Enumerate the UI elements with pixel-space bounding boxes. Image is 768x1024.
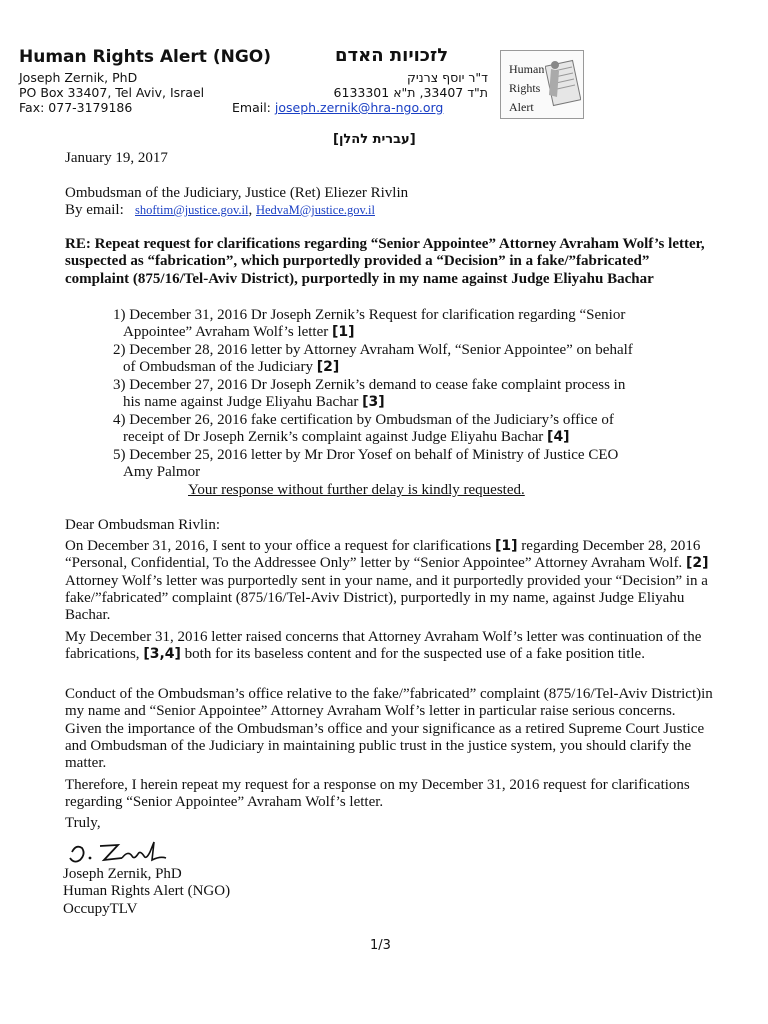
- letter-date: January 19, 2017: [65, 150, 168, 166]
- request-line: Your response without further delay is kindly requested.: [188, 482, 525, 498]
- signature-org: Human Rights Alert (NGO): [63, 883, 231, 899]
- reference-number: 2): [113, 342, 126, 358]
- reference-item: [113, 307, 713, 342]
- reference-text: December 28, 2016 letter by Attorney Avraham Wolf, “Senior Appointee” on behalf: [129, 342, 633, 358]
- email-line: [232, 100, 443, 115]
- author-name: Joseph Zernik, PhD: [19, 70, 138, 85]
- recipient-email-1[interactable]: shoftim@justice.gov.il: [135, 203, 249, 217]
- paragraph-1-tag-2: [2]: [685, 555, 709, 572]
- subject-line: RE: Repeat request for clarifications regarding “Senior Appointee” Attorney Avraham Wolf’s letter, suspected as “fabrication”, which purportedly provided a “Decision” in a fake/”fabricated” complaint (875/16/Tel-Aviv District), purportedly in my name against Judge Eliyahu Bachar: [65, 236, 705, 287]
- recipient-email-2[interactable]: HedvaM@justice.gov.il: [255, 203, 375, 217]
- author-name-hebrew: ד"ר יוסף צרניק: [406, 70, 488, 85]
- reference-text-cont: Appointee” Avraham Wolf’s letter: [123, 324, 329, 341]
- reference-tag: [4]: [547, 429, 570, 446]
- reference-number: 1): [113, 307, 126, 323]
- reference-tag: [3]: [362, 394, 385, 411]
- email-separator: ,: [248, 202, 253, 218]
- reference-text-cont: of Ombudsman of the Judiciary: [123, 359, 313, 376]
- paragraph-1: [65, 538, 715, 624]
- hebrew-below-note: [עברית להלן]: [333, 132, 416, 147]
- paragraph-2-text-a: My December 31, 2016 letter raised concerns that Attorney Avraham Wolf’s letter was continuation of the fabrications,: [65, 629, 702, 663]
- reference-text-cont: Amy Palmor: [123, 464, 201, 481]
- signature-name: Joseph Zernik, PhD: [63, 866, 182, 882]
- reference-text: December 27, 2016 Dr Joseph Zernik’s demand to cease fake complaint process in: [129, 377, 626, 393]
- figure-icon: [545, 55, 581, 113]
- author-email-link[interactable]: joseph.zernik@hra-ngo.org: [274, 100, 444, 115]
- by-email-label: By email:: [65, 202, 124, 218]
- org-logo: [500, 50, 584, 119]
- paragraph-4: Therefore, I herein repeat my request for a response on my December 31, 2016 request for clarifications regarding “Senior Appointee” Avraham Wolf’s letter.: [65, 777, 690, 811]
- reference-item: [113, 377, 713, 412]
- reference-text-cont: his name against Judge Eliyahu Bachar: [123, 394, 359, 411]
- by-email-line: [65, 202, 375, 219]
- org-name: Human Rights Alert (NGO): [19, 47, 272, 67]
- org-name-hebrew: לזכויות האדם: [335, 45, 449, 66]
- reference-text-cont: receipt of Dr Joseph Zernik’s complaint against Judge Eliyahu Bachar: [123, 429, 544, 446]
- signature-group: OccupyTLV: [63, 901, 138, 917]
- author-fax: Fax: 077-3179186: [19, 100, 133, 115]
- closing: Truly,: [65, 815, 101, 831]
- reference-tag: [1]: [332, 324, 355, 341]
- reference-item: [113, 342, 713, 377]
- paragraph-2-tag: [3,4]: [143, 646, 181, 663]
- paragraph-1-text-c: Attorney Wolf’s letter was purportedly sent in your name, and it purportedly provided your “Decision” in a fake/”fabricated” complaint (875/16/Tel-Aviv District), purportedly in my name, against Judge Eliyahu Bachar.: [65, 572, 708, 624]
- handwritten-signature: [68, 838, 178, 868]
- author-address-hebrew: ת"ד 33407, ת"א 6133301: [333, 85, 488, 100]
- logo-line-1: Human: [509, 62, 545, 76]
- reference-tag: [2]: [316, 359, 340, 376]
- page-number: 1/3: [370, 938, 391, 953]
- paragraph-1-tag-1: [1]: [495, 538, 518, 554]
- reference-item: [113, 412, 713, 447]
- reference-number: 3): [113, 377, 126, 393]
- logo-line-3: Alert: [509, 100, 534, 114]
- reference-text: December 31, 2016 Dr Joseph Zernik’s Request for clarification regarding “Senior: [129, 307, 626, 323]
- salutation: Dear Ombudsman Rivlin:: [65, 517, 220, 533]
- paragraph-2: [65, 629, 715, 664]
- email-label: Email:: [232, 100, 271, 115]
- recipient: Ombudsman of the Judiciary, Justice (Ret) Eliezer Rivlin: [65, 185, 409, 201]
- reference-text: December 26, 2016 fake certification by Ombudsman of the Judiciary’s office of: [129, 412, 614, 428]
- paragraph-2-text-b: both for its baseless content and for the suspected use of a fake position title.: [184, 646, 645, 663]
- paragraph-3: Conduct of the Ombudsman’s office relative to the fake/”fabricated” complaint (875/16/Tel-Aviv District)in my name and “Senior Appointee” Attorney Avraham Wolf’s letter in particular raise serious concerns. Given the importance of the Ombudsman’s office and your significance as a retired Supreme Court Justice and Ombudsman of the Judiciary in maintaining public trust in the justice system, you should clarify the matter.: [65, 686, 713, 772]
- logo-line-2: Rights: [509, 81, 541, 95]
- paragraph-1-text-a: On December 31, 2016, I sent to your office a request for clarifications: [65, 538, 492, 554]
- paragraph-1-text-b: regarding December 28, 2016 “Personal, Confidential, To the Addressee Only” letter by “Senior Appointee” Attorney Avraham Wolf.: [65, 538, 701, 572]
- author-address: PO Box 33407, Tel Aviv, Israel: [19, 85, 205, 100]
- reference-item: [113, 447, 713, 482]
- reference-number: 5): [113, 447, 126, 463]
- reference-number: 4): [113, 412, 126, 428]
- reference-text: December 25, 2016 letter by Mr Dror Yosef on behalf of Ministry of Justice CEO: [129, 447, 619, 463]
